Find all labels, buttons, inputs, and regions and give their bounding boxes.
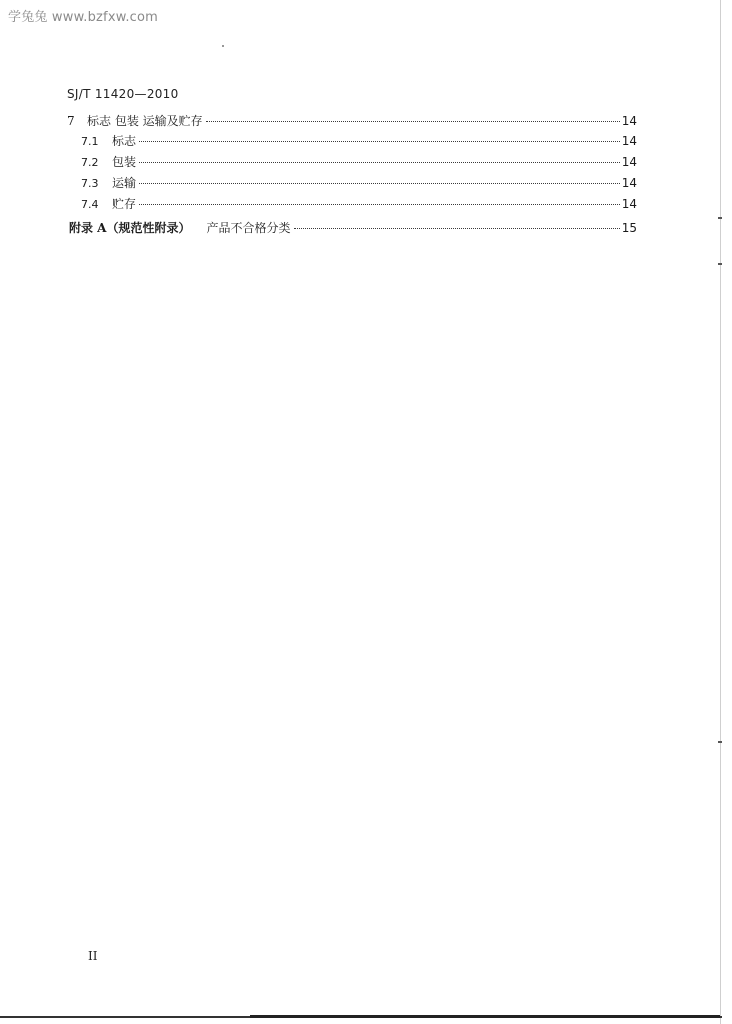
toc-entry-title: 产品不合格分类 xyxy=(206,221,291,235)
page-number: II xyxy=(88,949,98,963)
toc-entry-title: 包装 xyxy=(112,155,137,169)
toc-entry-number: 7.4 xyxy=(81,198,99,211)
bottom-rule-thick xyxy=(250,1015,720,1018)
toc-dot-leader xyxy=(139,162,620,163)
scan-speck xyxy=(222,45,224,47)
edge-mark xyxy=(718,263,722,265)
toc-entry-number: 7 xyxy=(67,114,75,128)
toc-entry-7-4[interactable] xyxy=(67,197,637,212)
toc-entry-number: 7.1 xyxy=(81,135,99,148)
toc-entry-7-2[interactable] xyxy=(67,155,637,170)
toc-entry-chapter-7[interactable] xyxy=(67,114,637,128)
appendix-label: 附录 A（规范性附录） xyxy=(69,221,191,235)
toc-entry-page: 14 xyxy=(621,155,637,169)
toc-entry-title: 标志 xyxy=(112,134,137,148)
toc-entry-page: 14 xyxy=(621,176,637,190)
standard-number-header: SJ/T 11420—2010 xyxy=(67,87,179,101)
toc-dot-leader xyxy=(139,141,620,142)
toc-dot-leader xyxy=(139,204,620,205)
toc-entry-page: 14 xyxy=(621,134,637,148)
toc-dot-leader xyxy=(139,183,620,184)
toc-entry-7-3[interactable] xyxy=(67,176,637,191)
scan-right-edge xyxy=(720,0,721,1024)
toc-dot-leader xyxy=(206,121,620,122)
watermark-text: 学兔兔 www.bzfxw.com xyxy=(8,10,159,25)
edge-mark xyxy=(718,217,722,219)
toc-entry-page: 15 xyxy=(621,221,637,235)
toc-entry-7-1[interactable] xyxy=(67,134,637,149)
toc-entry-title: 运输 xyxy=(112,176,137,190)
toc-entry-number: 7.3 xyxy=(81,177,99,190)
table-of-contents xyxy=(67,114,637,235)
edge-mark xyxy=(718,741,722,743)
toc-entry-page: 14 xyxy=(621,114,637,128)
toc-dot-leader xyxy=(294,228,620,229)
toc-entry-number: 7.2 xyxy=(81,156,99,169)
toc-entry-page: 14 xyxy=(621,197,637,211)
toc-entry-title: 贮存 xyxy=(112,197,137,211)
toc-entry-title: 标志 包装 运输及贮存 xyxy=(87,114,203,128)
toc-entry-appendix-a[interactable] xyxy=(67,221,637,235)
